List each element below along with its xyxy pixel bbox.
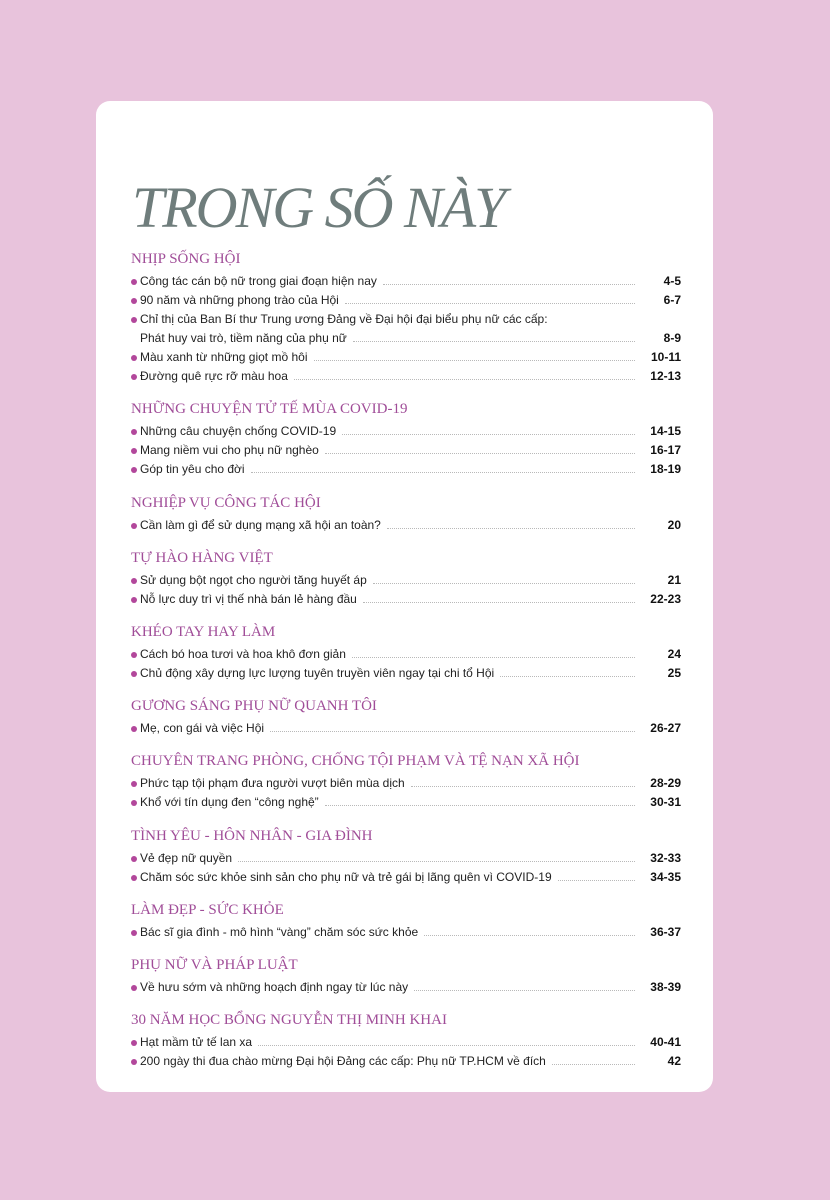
- toc-section: [131, 752, 681, 810]
- list-item[interactable]: [131, 1031, 681, 1050]
- dot-leader: [258, 1045, 635, 1046]
- page-number: 16-17: [650, 443, 681, 457]
- section-heading: 30 NĂM HỌC BỔNG NGUYỄN THỊ MINH KHAI: [131, 1012, 447, 1028]
- dot-leader: [325, 453, 635, 454]
- dot-leader: [363, 602, 635, 603]
- page-number: 18-19: [650, 462, 681, 476]
- item-title: Chỉ thị của Ban Bí thư Trung ương Đảng về Đại hội đại biểu phụ nữ các cấp:: [140, 312, 548, 326]
- dot-leader: [314, 360, 636, 361]
- bullet-icon: [131, 1059, 137, 1065]
- item-title: Bác sĩ gia đình - mô hình “vàng” chăm sóc sức khỏe: [140, 925, 419, 939]
- toc-section: [131, 623, 681, 681]
- bullet-icon: [131, 930, 137, 936]
- section-heading: CHUYÊN TRANG PHÒNG, CHỐNG TỘI PHẠM VÀ TỆ NẠN XÃ HỘI: [131, 753, 580, 769]
- dot-leader: [270, 731, 635, 732]
- page-number: 42: [667, 1054, 681, 1068]
- bullet-icon: [131, 298, 137, 304]
- toc-section: [131, 956, 681, 995]
- page-title: TRONG SỐ NÀY: [132, 175, 505, 240]
- section-heading: NGHIỆP VỤ CÔNG TÁC HỘI: [131, 495, 321, 511]
- bullet-icon: [131, 578, 137, 584]
- list-item[interactable]: [131, 308, 681, 327]
- item-title: Những câu chuyện chống COVID-19: [140, 424, 337, 438]
- item-title: Công tác cán bộ nữ trong giai đoạn hiện nay: [140, 274, 377, 288]
- item-title: Khổ với tín dụng đen “công nghệ”: [140, 795, 319, 809]
- list-item[interactable]: [131, 420, 681, 439]
- item-title: Về hưu sớm và những hoạch định ngay từ lúc này: [140, 980, 409, 994]
- bullet-icon: [131, 597, 137, 603]
- page-number: 22-23: [650, 592, 681, 606]
- bullet-icon: [131, 374, 137, 380]
- item-title: Hạt mầm tử tế lan xa: [140, 1035, 253, 1049]
- item-title: 90 năm và những phong trào của Hội: [140, 293, 339, 307]
- list-item[interactable]: [131, 289, 681, 308]
- page-number: 26-27: [650, 721, 681, 735]
- list-item[interactable]: [131, 791, 681, 810]
- dot-leader: [387, 528, 635, 529]
- section-heading: NHỊP SỐNG HỘI: [131, 251, 241, 267]
- section-heading: TÌNH YÊU - HÔN NHÂN - GIA ĐÌNH: [131, 828, 373, 844]
- bullet-icon: [131, 800, 137, 806]
- list-item[interactable]: [131, 643, 681, 662]
- item-title: Nỗ lực duy trì vị thế nhà bán lẻ hàng đầu: [140, 592, 357, 606]
- dot-leader: [345, 303, 635, 304]
- page-number: 20: [667, 518, 681, 532]
- list-item[interactable]: [131, 458, 681, 477]
- page-number: 14-15: [650, 424, 681, 438]
- list-item[interactable]: [131, 514, 681, 533]
- bullet-icon: [131, 1040, 137, 1046]
- dot-leader: [411, 786, 635, 787]
- page-number: 6-7: [663, 293, 681, 307]
- bullet-icon: [131, 875, 137, 881]
- toc-section: [131, 827, 681, 885]
- toc-section: [131, 697, 681, 736]
- list-item[interactable]: [131, 921, 681, 940]
- dot-leader: [424, 935, 635, 936]
- item-title-continued: Phát huy vai trò, tiềm năng của phụ nữ: [140, 331, 347, 345]
- toc-section: [131, 1011, 681, 1069]
- list-item[interactable]: [131, 976, 681, 995]
- page-number: 40-41: [650, 1035, 681, 1049]
- list-item[interactable]: [131, 588, 681, 607]
- dot-leader: [352, 657, 635, 658]
- item-title: 200 ngày thi đua chào mừng Đại hội Đảng các cấp: Phụ nữ TP.HCM về đích: [140, 1054, 546, 1068]
- toc-section: [131, 250, 681, 384]
- dot-leader: [552, 1064, 635, 1065]
- page-number: 36-37: [650, 925, 681, 939]
- bullet-icon: [131, 355, 137, 361]
- item-title: Góp tin yêu cho đời: [140, 462, 245, 476]
- dot-leader: [342, 434, 635, 435]
- bullet-icon: [131, 671, 137, 677]
- page-number: 10-11: [650, 350, 681, 364]
- section-heading: NHỮNG CHUYỆN TỬ TẾ MÙA COVID-19: [131, 401, 408, 417]
- item-title: Chủ động xây dựng lực lượng tuyên truyền viên ngay tại chi tổ Hội: [140, 666, 495, 680]
- list-item[interactable]: [131, 439, 681, 458]
- list-item[interactable]: [131, 270, 681, 289]
- dot-leader: [373, 583, 635, 584]
- section-heading: TỰ HÀO HÀNG VIỆT: [131, 550, 273, 566]
- list-item[interactable]: [131, 866, 681, 885]
- bullet-icon: [131, 781, 137, 787]
- page-number: 34-35: [650, 870, 681, 884]
- page-number: 24: [667, 647, 681, 661]
- list-item[interactable]: [131, 365, 681, 384]
- list-item[interactable]: [131, 346, 681, 365]
- dot-leader: [251, 472, 635, 473]
- page-number: 30-31: [650, 795, 681, 809]
- page-number: 12-13: [650, 369, 681, 383]
- section-heading: PHỤ NỮ VÀ PHÁP LUẬT: [131, 957, 298, 973]
- list-item-continued[interactable]: [131, 327, 681, 346]
- page-number: 8-9: [663, 331, 681, 345]
- page-number: 38-39: [650, 980, 681, 994]
- list-item[interactable]: [131, 1050, 681, 1069]
- dot-leader: [383, 284, 635, 285]
- toc-section: [131, 549, 681, 607]
- bullet-icon: [131, 317, 137, 323]
- page-number: 25: [667, 666, 681, 680]
- dot-leader: [558, 880, 635, 881]
- dot-leader: [500, 676, 635, 677]
- section-heading: LÀM ĐẸP - SỨC KHỎE: [131, 902, 284, 918]
- list-item[interactable]: [131, 717, 681, 736]
- list-item[interactable]: [131, 847, 681, 866]
- dot-leader: [238, 861, 635, 862]
- toc-section: [131, 494, 681, 533]
- item-title: Sử dụng bột ngọt cho người tăng huyết áp: [140, 573, 367, 587]
- list-item[interactable]: [131, 772, 681, 791]
- bullet-icon: [131, 726, 137, 732]
- item-title: Chăm sóc sức khỏe sinh sản cho phụ nữ và trẻ gái bị lãng quên vì COVID-19: [140, 870, 552, 884]
- bullet-icon: [131, 523, 137, 529]
- list-item[interactable]: [131, 662, 681, 681]
- item-title: Phức tạp tội phạm đưa người vượt biên mùa dịch: [140, 776, 405, 790]
- item-title: Mang niềm vui cho phụ nữ nghèo: [140, 443, 319, 457]
- item-title: Cần làm gì để sử dụng mạng xã hội an toàn?: [140, 518, 381, 532]
- dot-leader: [414, 990, 635, 991]
- bullet-icon: [131, 467, 137, 473]
- dot-leader: [294, 379, 635, 380]
- bullet-icon: [131, 429, 137, 435]
- section-heading: GƯƠNG SÁNG PHỤ NỮ QUANH TÔI: [131, 698, 377, 714]
- bullet-icon: [131, 448, 137, 454]
- page-number: 28-29: [650, 776, 681, 790]
- item-title: Đường quê rực rỡ màu hoa: [140, 369, 288, 383]
- bullet-icon: [131, 856, 137, 862]
- toc-section: [131, 901, 681, 940]
- dot-leader: [325, 805, 635, 806]
- bullet-icon: [131, 652, 137, 658]
- section-heading: KHÉO TAY HAY LÀM: [131, 624, 276, 640]
- list-item[interactable]: [131, 569, 681, 588]
- bullet-icon: [131, 985, 137, 991]
- item-title: Mẹ, con gái và việc Hội: [140, 721, 265, 735]
- page-number: 4-5: [663, 274, 681, 288]
- item-title: Màu xanh từ những giọt mồ hôi: [140, 350, 308, 364]
- item-title: Cách bó hoa tươi và hoa khô đơn giản: [140, 647, 346, 661]
- toc-section: [131, 400, 681, 477]
- bullet-icon: [131, 279, 137, 285]
- page-number: 32-33: [650, 851, 681, 865]
- page-number: 21: [667, 573, 681, 587]
- dot-leader: [353, 341, 635, 342]
- item-title: Vẻ đẹp nữ quyền: [140, 851, 233, 865]
